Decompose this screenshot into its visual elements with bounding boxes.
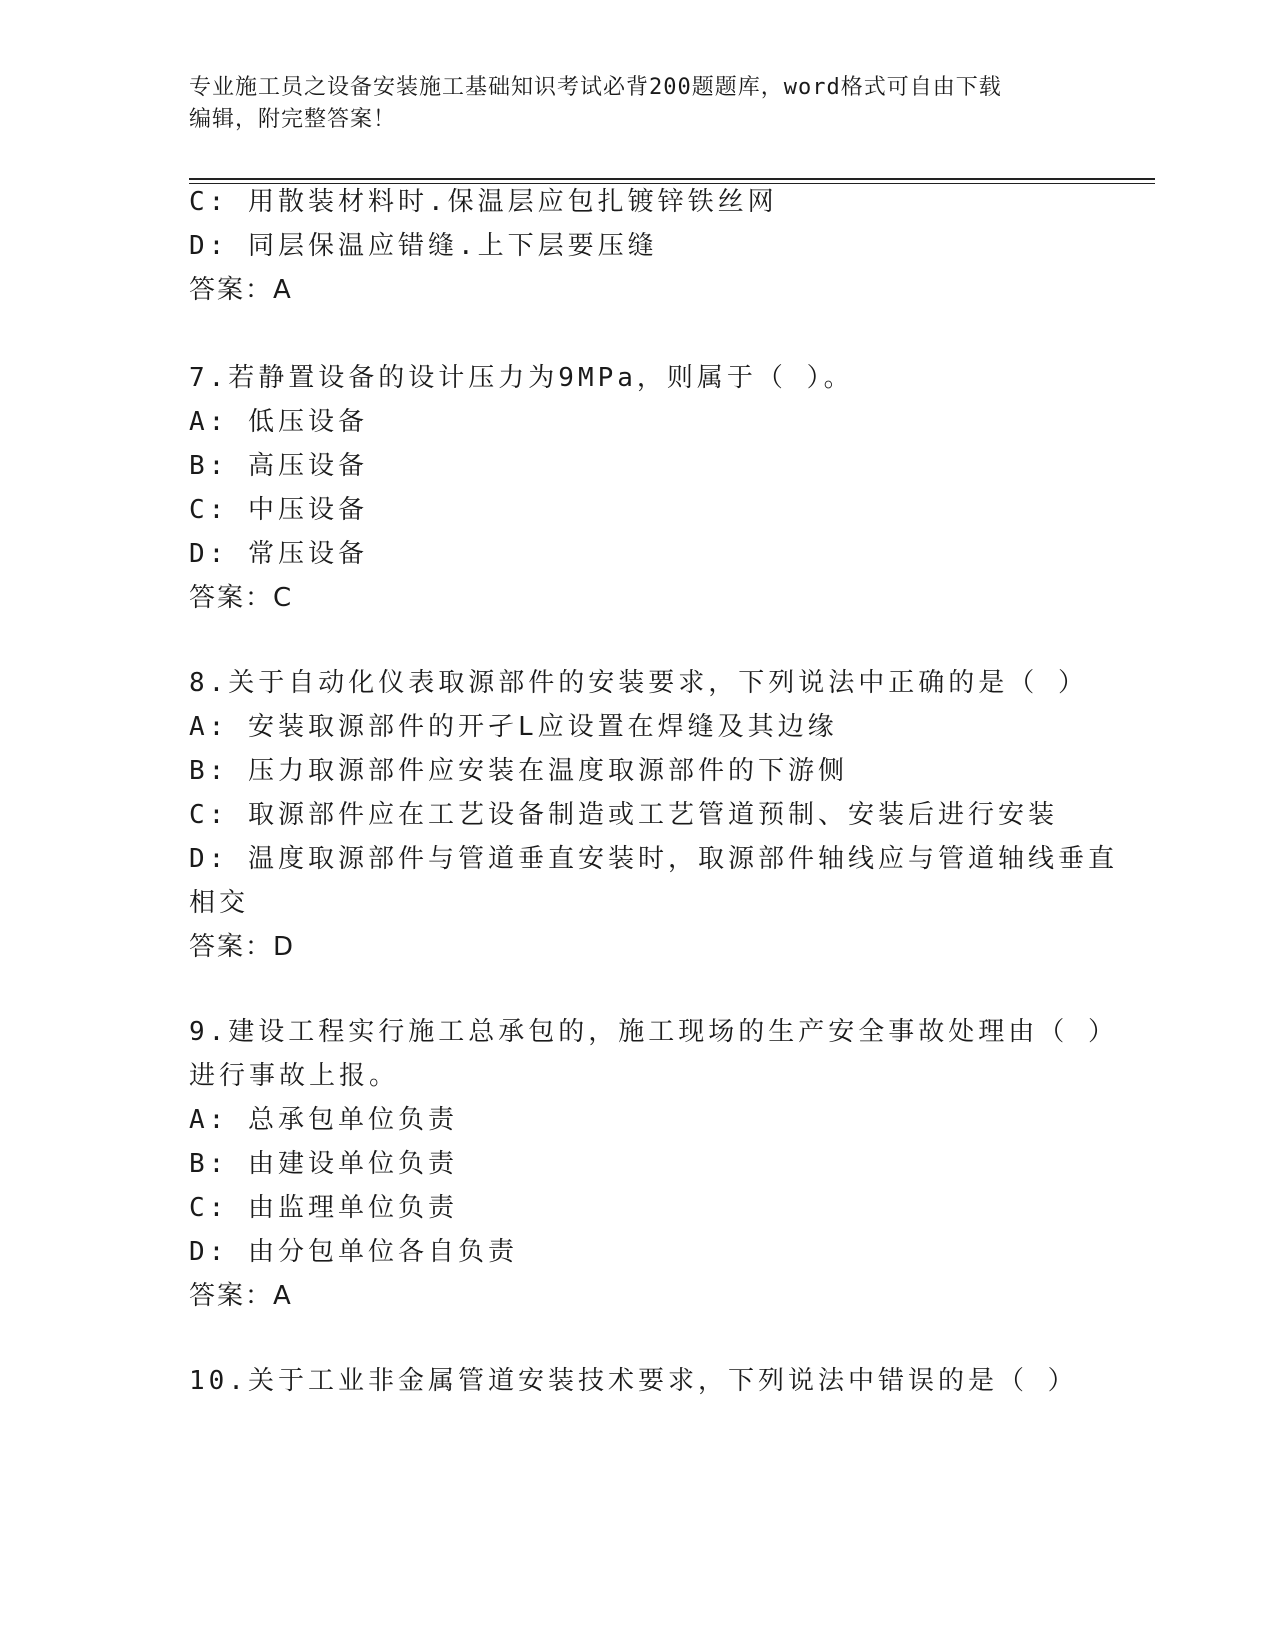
- q7-option-c: C: 中压设备: [189, 495, 368, 525]
- q8-answer: 答案：D: [189, 932, 296, 962]
- header-divider-thick: [189, 178, 1155, 180]
- q6-answer: 答案：A: [189, 275, 293, 305]
- q9-option-a: A: 总承包单位负责: [189, 1105, 458, 1135]
- q9-option-c: C: 由监理单位负责: [189, 1193, 458, 1223]
- q7-option-b: B: 高压设备: [189, 451, 368, 481]
- header-title-line-1: 专业施工员之设备安装施工基础知识考试必背200题题库，word格式可自由下载: [189, 75, 1002, 100]
- header-title-line-2: 编辑，附完整答案！: [189, 107, 397, 132]
- q9-option-d: D: 由分包单位各自负责: [189, 1237, 518, 1267]
- q7-question: 7.若静置设备的设计压力为9MPa，则属于（ ）。: [189, 363, 854, 393]
- q8-option-d: D: 温度取源部件与管道垂直安装时，取源部件轴线应与管道轴线垂直: [189, 844, 1118, 874]
- q8-option-a: A: 安装取源部件的开孑L应设置在焊缝及其边缘: [189, 712, 838, 742]
- q7-answer: 答案：C: [189, 583, 294, 613]
- q7-option-a: A: 低压设备: [189, 407, 368, 437]
- q8-option-c: C: 取源部件应在工艺设备制造或工艺管道预制、安装后进行安装: [189, 800, 1058, 830]
- q9-question: 9.建设工程实行施工总承包的，施工现场的生产安全事故处理由（ ）: [189, 1017, 1118, 1047]
- q9-option-b: B: 由建设单位负责: [189, 1149, 458, 1179]
- q7-option-d: D: 常压设备: [189, 539, 368, 569]
- q9-answer: 答案：A: [189, 1281, 293, 1311]
- q8-question: 8.关于自动化仪表取源部件的安装要求，下列说法中正确的是（ ）: [189, 668, 1088, 698]
- q9-question-continued: 进行事故上报。: [189, 1061, 400, 1091]
- q6-option-c: C: 用散装材料时.保温层应包扎镀锌铁丝网: [189, 187, 778, 217]
- q8-option-d-continued: 相交: [189, 888, 250, 918]
- header-divider-thin: [189, 183, 1155, 184]
- q8-option-b: B: 压力取源部件应安装在温度取源部件的下游侧: [189, 756, 848, 786]
- q10-question: 10.关于工业非金属管道安装技术要求，下列说法中错误的是（ ）: [189, 1366, 1078, 1396]
- document-header: [189, 72, 1089, 136]
- q6-option-d: D: 同层保温应错缝.上下层要压缝: [189, 231, 658, 261]
